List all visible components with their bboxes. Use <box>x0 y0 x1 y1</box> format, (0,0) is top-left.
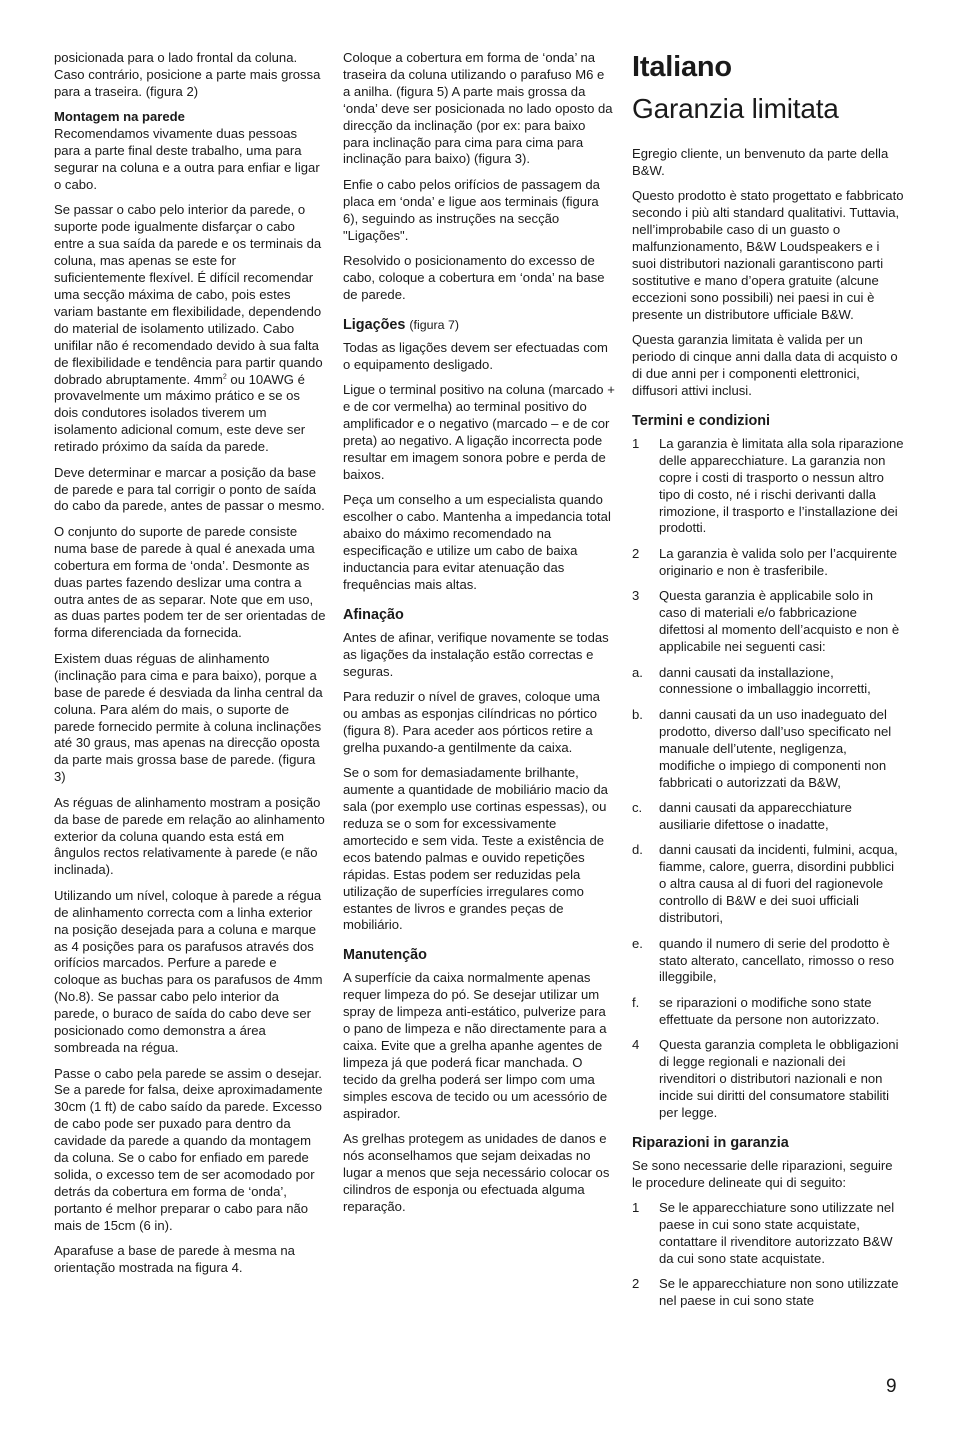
list-item <box>632 665 904 699</box>
paragraph: Enfie o cabo pelos orifícios de passagem da placa em ‘onda’ e ligue aos terminais (figura 6), seguindo as instruções na secção "Ligações". <box>343 176 600 243</box>
list-item-number: 1 <box>632 435 640 451</box>
paragraph: Para reduzir o nível de graves, coloque uma ou ambas as esponjas cilíndricas no pórtico (figura 8). Para aceder aos pórticos retire a grelha puxando-a gentilmente da caixa. <box>343 689 600 755</box>
paragraph: Passe o cabo pela parede se assim o desejar. Se a parede for falsa, deixe aproximadamente 30cm (1 ft) de cabo saído da parede. Excesso de cabo pode ser puxado para dentro da cavidade da parede a quando da montagem da coluna. Se o cabo for enfiado em parede solida, o excesso tem de ser acomodado por detrás da cobertura em forma de ‘onda’, portanto é melhor preparar o cabo para não mais de 15cm (6 in). <box>54 1065 323 1233</box>
list-item-text: danni causati da un uso inadeguato del prodotto, diverso dall’uso specificato nel manuale dell’utente, negligenza, modifiche o impiego di componenti non fabbricati o autorizzati da B&W, <box>659 706 892 790</box>
list-item-number: e. <box>632 935 643 951</box>
paragraph: Peça um conselho a um especialista quando escolher o cabo. Mantenha a impedancia total abaixo do máximo recomendado na especificação e utilize um cabo de baixa inductancia para evitar atenuação das frequências mais altas. <box>343 492 611 592</box>
list-item <box>632 546 904 580</box>
list-item <box>632 1037 904 1122</box>
paragraph: Egregio cliente, un benvenuto da parte della B&W. <box>632 146 889 178</box>
section-title: Garanzia limitata <box>632 93 839 124</box>
list-item-number: a. <box>632 664 643 680</box>
heading-riparazioni-in-garanzia: Riparazioni in garanzia <box>632 1134 789 1151</box>
paragraph: As grelhas protegem as unidades de danos e nós aconselhamos que sejam deixadas no lugar a menos que seja necessário colocar os cilindros de esponja ou efectuada alguma reparação. <box>343 1131 610 1214</box>
list-item-text: se riparazioni o modifiche sono state effettuate da persone non autorizzato. <box>659 994 880 1027</box>
paragraph: Utilizando um nível, coloque à parede a régua de alinhamento correcta com a linha exterior na posição desejada para a coluna e marque as 4 posições para os parafusos através dos orifícios marcados. Perfure a parede e coloque as buchas para os parafusos de 4mm (No.8). Se passar cabo pelo interior da parede, o buraco de saída do cabo deve ser posicionado como demonstra a área sombreada na régua. <box>54 887 323 1055</box>
list-item <box>632 588 904 656</box>
list-item-text: La garanzia è valida solo per l’acquirente originario e non è trasferibile. <box>659 545 898 578</box>
terms-list <box>632 436 904 1122</box>
paragraph: Recomendamos vivamente duas pessoas para a parte final deste trabalho, uma para segurar na coluna e a outra para enfiar e ligar o cabo. <box>54 126 320 192</box>
list-item-text: quando il numero di serie del prodotto è stato alterato, cancellato, rimosso o reso illeggibile, <box>659 935 895 985</box>
heading-montagem-na-parede: Montagem na parede <box>54 109 185 125</box>
paragraph: Se o som for demasiadamente brilhante, aumente a quantidade de mobiliário macio da sala (por exemplo use cortinas espessas), ou reduza se o som for excessivamente amortecido e sem vida. Teste a existência de ecos batendo palmas e ouvido repetições rápidas. Estas podem ser reduzidas pela utilização de superfícies irregulares como estantes de livros e grandes peças de mobiliário. <box>343 765 608 933</box>
list-item-text: Se le apparecchiature non sono utilizzate nel paese in cui sono state <box>659 1276 899 1309</box>
heading-manutencao: Manutenção <box>343 947 427 964</box>
paragraph: Se sono necessarie delle riparazioni, seguire le procedure delineate qui di seguito: <box>632 1157 893 1190</box>
list-item-number: 1 <box>632 1200 640 1216</box>
portuguese-column-left <box>54 50 326 1286</box>
list-item-number: f. <box>632 994 640 1010</box>
repairs-list <box>632 1200 904 1310</box>
paragraph: Ligue o terminal positivo na coluna (marcado + e de cor vermelha) ao terminal positivo do amplificador e o negativo (marcado – e de cor preta) ao negativo. A ligação incorrecta pode resultar em imagem sonora pobre e perda de baixos. <box>343 382 615 482</box>
list-item <box>632 1276 904 1310</box>
list-item <box>632 995 904 1029</box>
list-item-text: Questa garanzia è applicabile solo in caso di materiali e/o fabbricazione difettosi al momento dell’acquisto e non è applicabile nei seguenti casi: <box>659 588 900 655</box>
paragraph: Questo prodotto è stato progettato e fabbricato secondo i più alti standard qualitativi. Tuttavia, nell’improbabile caso di un guasto o malfunzionamento, B&W Loudspeakers e i suoi distributori nazionali garantiscono parti sostitutive e mano d’opera gratuite (alcune eccezioni sono possibili) nei paesi in cui è presente un distributore ufficiale B&W. <box>632 188 904 322</box>
list-item-number: d. <box>632 842 643 858</box>
list-item <box>632 842 904 927</box>
list-item-text: Questa garanzia completa le obbligazioni di legge regionali e nazionali dei rivenditori o distributori nazionali e non incide sui diritti del consumatore stabiliti per legge. <box>659 1037 899 1120</box>
paragraph: Aparafuse a base de parede à mesma na orientação mostrada na figura 4. <box>54 1243 295 1276</box>
paragraph: posicionada para o lado frontal da coluna. Caso contrário, posicione a parte mais grossa para a traseira. (figura 2) <box>54 50 321 99</box>
list-item-text: danni causati da apparecchiature ausiliarie difettose o inadatte, <box>659 800 852 832</box>
list-item <box>632 707 904 792</box>
paragraph: Questa garanzia limitata è valida per un periodo di cinque anni dalla data di acquisto o di due anni per i componenti elettronici, diffusori attivi inclusi. <box>632 332 898 398</box>
list-item-text: danni causati da installazione, connessione o imballaggio incorretti, <box>659 664 871 697</box>
list-item <box>632 436 904 537</box>
paragraph: Existem duas réguas de alinhamento (inclinação para cima e para baixo), porque a base de parede é desviada da linha central da coluna. Para além do mais, o suporte de parede fornecido permite à coluna inclinações até 30 graus, mas apenas na direcção oposta da parte mais grossa base de parede. (figura 3) <box>54 650 323 785</box>
heading-termini-e-condizioni: Termini e condizioni <box>632 412 771 429</box>
list-item-number: 2 <box>632 1276 640 1292</box>
heading-ligacoes: Ligações (figura 7) <box>343 316 459 333</box>
paragraph: Antes de afinar, verifique novamente se todas as ligações da instalação estão correctas e seguras. <box>343 629 609 679</box>
list-item-number: c. <box>632 800 643 816</box>
paragraph: Deve determinar e marcar a posição da base de parede e para tal corrigir o ponto de saída do cabo da parede, antes de passar o mesmo. <box>54 464 325 514</box>
paragraph-cable: Se passar o cabo pelo interior da parede, o suporte pode igualmente disfarçar o cabo entre a sua saída da parede e os terminais da coluna, mas apenas se este for suficientemente flexível. É difícil recomendar uma secção máxima de cabo, pois estes variam bastante em flexibilidade, dependendo do material de isolamento utilizado. Cabo unifilar não é recomendado devido à sua falta de flexibilidade e tendência para partir quando dobrado abruptamente. $4mm^2$ ou 10AWG é provavelmente um máximo prático e se os dois condutores isolados tiverem um isolamento adicional comum, este deve ser retirado próximo da saída da parede. <box>54 202 323 455</box>
list-item-text: La garanzia è limitata alla sola riparazione delle apparecchiature. La garanzia non copre i costi di trasporto o nessun altro tipo di costo, né i rischi derivanti dalla rimozione, il trasporto e l’installazione dei prodotti. <box>659 435 904 536</box>
paragraph: Coloque a cobertura em forma de ‘onda’ na traseira da coluna utilizando o parafuso M6 e a anilha. (figura 5) A parte mais grossa da ‘onda’ deve ser posicionada no lado oposto da direcção da inclinação (por ex: para baixo para inclinação para cima para cima para inclinação para baixo) (figura 3). <box>343 50 613 167</box>
paragraph: Todas as ligações devem ser efectuadas com o equipamento desligado. <box>343 339 608 372</box>
language-heading: Italiano <box>632 51 732 83</box>
list-item-text: danni causati da incidenti, fulmini, acqua, fiamme, calore, guerra, disordini pubblici o altra causa al di fuori del ragionevole controllo di B&W e dei suoi ufficiali distributori, <box>659 842 898 926</box>
list-item-text: Se le apparecchiature sono utilizzate nel paese in cui sono state acquistate, contattare il rivenditore autorizzato B&W da cui sono state acquistate. <box>659 1200 895 1266</box>
list-item <box>632 1200 904 1268</box>
list-item-number: 2 <box>632 545 640 561</box>
paragraph: A superfície da caixa normalmente apenas requer limpeza do pó. Se desejar utilizar um spray de limpeza anti-estático, pulverize para o pano de limpeza e não directamente para a caixa. Evite que a grelha apanhe agentes de limpeza já que poderá ficar manchada. O tecido da grelha poderá ser limpo com uma simples escova de tecido ou um acessório de aspirador. <box>343 970 608 1121</box>
page-number: 9 <box>886 1376 897 1397</box>
list-item-number: b. <box>632 706 643 722</box>
portuguese-column-middle <box>343 50 615 1224</box>
paragraph: O conjunto do suporte de parede consiste numa base de parede à qual é anexada uma cobertura em forma de ‘onda’. Desmonte as duas partes fazendo deslizar uma contra a outra antes de as separar. Note que em uso, as duas partes podem ter de ser orientadas de forma diferenciada da fornecida. <box>54 523 326 641</box>
italian-warranty-column <box>632 50 904 1319</box>
paragraph: As réguas de alinhamento mostram a posição da base de parede em relação ao alinhamento exterior da coluna quando esta está em ângulos rectos relativamente à parede (e não inclinada). <box>54 794 325 878</box>
list-item-number: 3 <box>632 588 640 604</box>
heading-afinacao: Afinação <box>343 606 404 623</box>
list-item <box>632 936 904 987</box>
list-item <box>632 800 904 834</box>
paragraph: Resolvido o posicionamento do excesso de cabo, coloque a cobertura em ‘onda’ na base de parede. <box>343 253 605 302</box>
list-item-number: 4 <box>632 1037 640 1053</box>
